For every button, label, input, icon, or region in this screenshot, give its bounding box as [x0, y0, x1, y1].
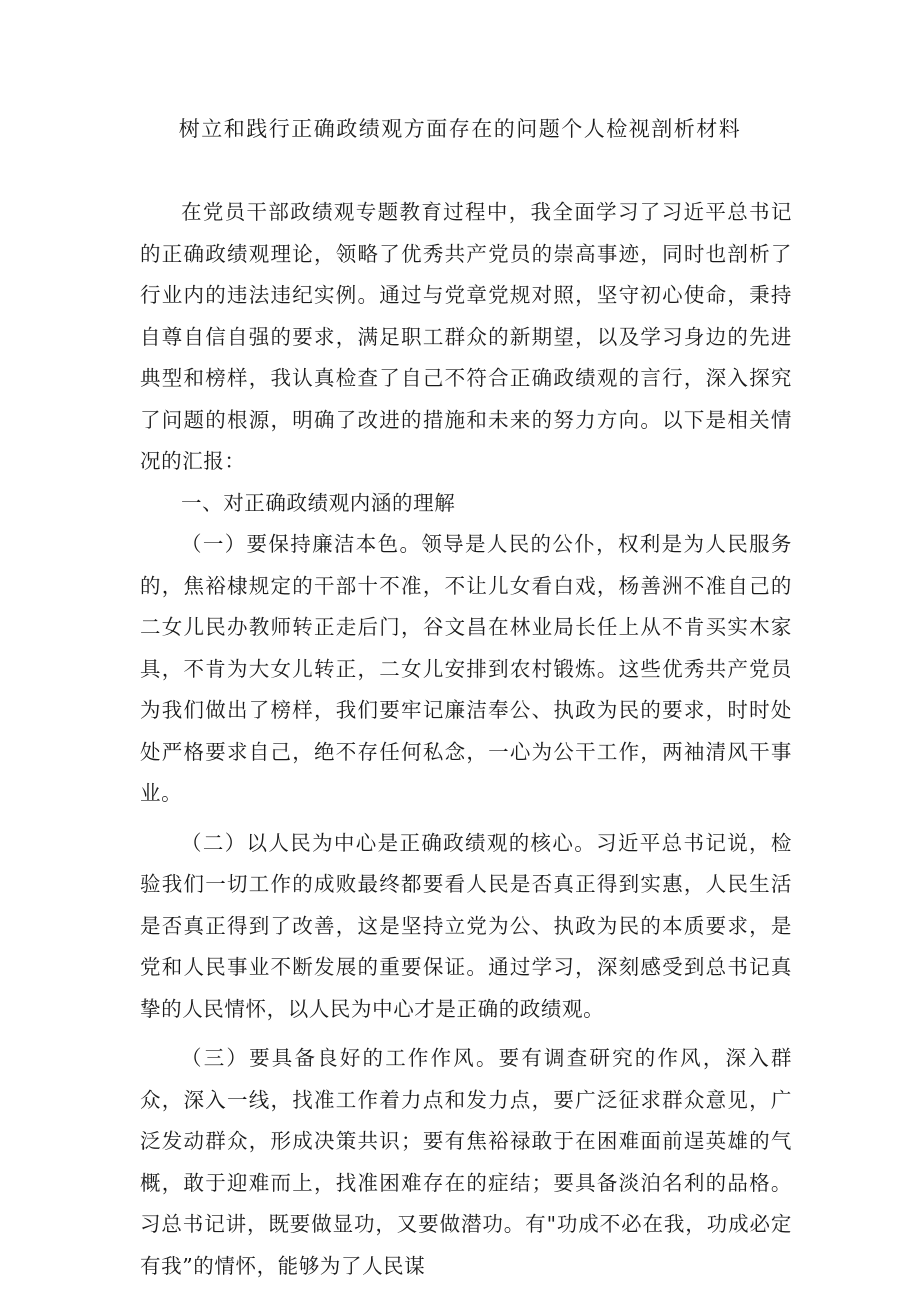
- document-body: [140, 192, 792, 1287]
- item-paragraph-2: （二）以人民为中心是正确政绩观的核心。习近平总书记说，检验我们一切工作的成败最终都要看人民是否真正得到实惠，人民生活是否真正得到了改善，这是坚持立党为公、执政为民的本质要求，是党和人民事业不断发展的重要保证。通过学习，深刻感受到总书记真挚的人民情怀，以人民为中心才是正确的政绩观。: [140, 830, 792, 1021]
- item-paragraph-1: （一）要保持廉洁本色。领导是人民的公仆，权利是为人民服务的，焦裕棣规定的干部十不准，不让儿女看白戏，杨善洲不准自己的二女儿民办教师转正走后门，谷文昌在林业局长任上从不肯买实木家具，不肯为大女儿转正，二女儿安排到农村锻炼。这些优秀共产党员为我们做出了榜样，我们要牢记廉洁奉公、执政为民的要求，时时处处严格要求自己，绝不存任何私念，一心为公干工作，两袖清风干事业。: [140, 532, 792, 805]
- section-heading-1: 一、对正确政绩观内涵的理解: [181, 490, 456, 515]
- item-paragraph-3: （三）要具备良好的工作作风。要有调查研究的作风，深入群众，深入一线，找准工作着力点和发力点，要广泛征求群众意见，广泛发动群众，形成决策共识；要有焦裕禄敢于在困难面前逞英雄的气概，敢于迎难而上，找准困难存在的症结；要具备淡泊名利的品格。习总书记讲，既要做显功，又要做潜功。有"功成不必在我，功成必定有我”的情怀，能够为了人民谋: [140, 1046, 792, 1278]
- document-title: 树立和践行正确政绩观方面存在的问题个人检视剖析材料: [178, 117, 742, 141]
- intro-paragraph: 在党员干部政绩观专题教育过程中，我全面学习了习近平总书记的正确政绩观理论，领略了优秀共产党员的崇高事迹，同时也剖析了行业内的违法违纪实例。通过与党章党规对照，坚守初心使命，秉持自尊自信自强的要求，满足职工群众的新期望，以及学习身边的先进典型和榜样，我认真检查了自己不符合正确政绩观的言行，深入探究了问题的根源，明确了改进的措施和未来的努力方向。以下是相关情况的汇报：: [140, 200, 792, 473]
